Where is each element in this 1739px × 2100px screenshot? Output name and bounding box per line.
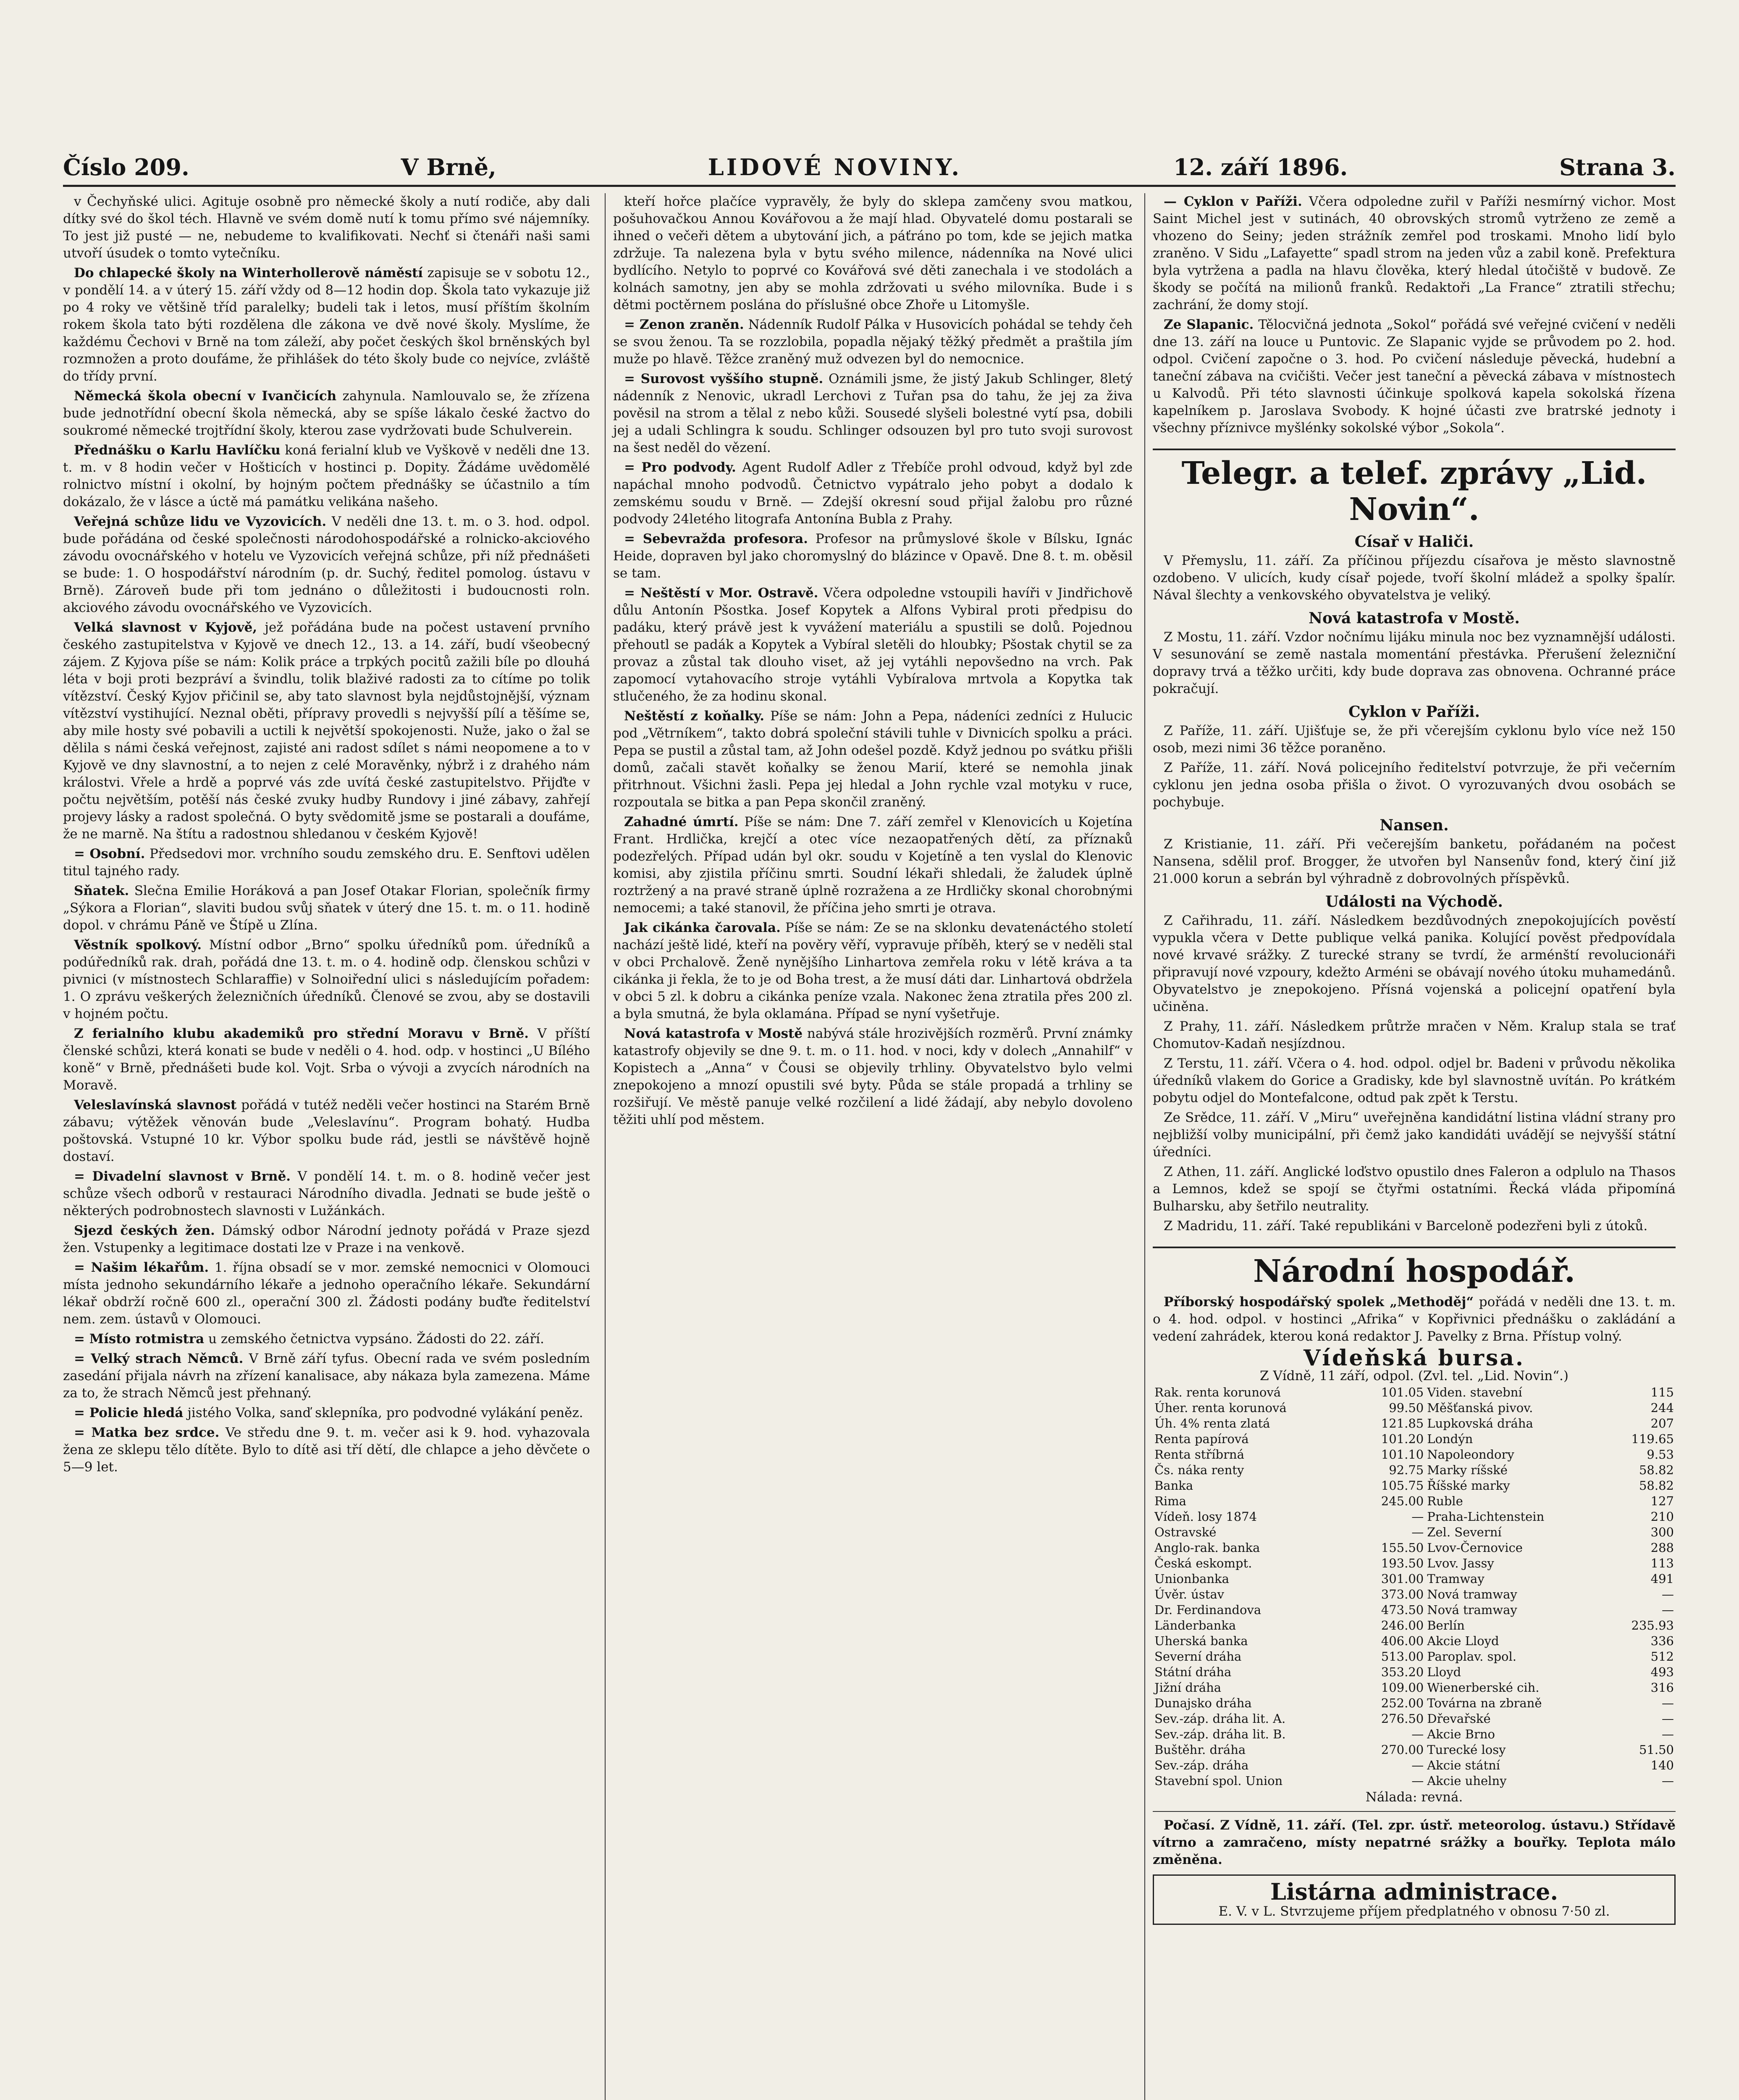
- article-text: Oznámili jsme, že jistý Jakub Schlinger, 8letý nádenník z Nenovic, ukradl Lerchovi z Tuřan psa do tahu, že jej za živa pověsil na strom a tělal z nebo kůži. Sousedé slyšeli bolestné vytí psa, dobili jej a udali Schlingra k soudu. Schlinger odsouzen byl pro tuto svoji surovost na šest neděl do vězení.: [613, 371, 1133, 455]
- bourse-label: Nová tramway: [1427, 1603, 1517, 1617]
- bourse-label: Úvěr. ústav: [1154, 1587, 1224, 1601]
- bourse-row: [1153, 1416, 1676, 1431]
- issue-number: Číslo 209.: [63, 154, 189, 181]
- bourse-value: —: [1411, 1727, 1424, 1741]
- bourse-value: 235.93: [1631, 1618, 1674, 1633]
- article: [63, 1424, 590, 1476]
- news-heading: Nová katastrofa v Mostě.: [1309, 609, 1520, 627]
- bourse-value: 58.82: [1639, 1463, 1674, 1477]
- bourse-row: [1153, 1478, 1676, 1494]
- bourse-value: 353.20: [1381, 1665, 1424, 1679]
- article: [613, 459, 1133, 528]
- bourse-label: Státní dráha: [1154, 1665, 1232, 1679]
- bourse-value: —: [1662, 1774, 1674, 1788]
- article-heading: Věstník spolkový.: [74, 937, 202, 953]
- article-text: kteří hořce plačíce vypravěly, že byly do sklepa zamčeny svou matkou, pošuhovačkou Annou Kovářovou a že mají hlad. Obyvatelé domu postarali se ihned o večeři dětem a ubytování jich, a páťráno po tom, kde se jejich matka zdržuje. Ta nalezena byla v bytu svého milence, nádenníka na Nové ulici bydlícího. Netylo to poprvé co Kovářová své děti zanechala i ve stodolách a kolnách samotny, jen aby se mohla zdržovati u svého milovníka. Bude i s dětmi poctěrnem poslána do příslušné obce Zhoře u Litomyšle.: [613, 194, 1133, 312]
- article: [63, 1222, 590, 1257]
- article: [1153, 1109, 1676, 1161]
- article-heading: = Surovost vyššího stupně.: [624, 371, 824, 386]
- bourse-label: Vídeň. losy 1874: [1154, 1509, 1257, 1524]
- article-heading: Přednášku o Karlu Havlíčku: [74, 443, 281, 458]
- bourse-row: [1153, 1727, 1676, 1742]
- article: [63, 1350, 590, 1402]
- news-text: V Přemyslu, 11. září. Za příčinou příjezdu císařova je město slavnostně ozdobeno. V ulicích, kudy císař pojede, tvoří školní mládež a spolky špalír. Nával šlechty a venkovského obyvatelstva je veliký.: [1153, 553, 1676, 603]
- article-text: pořádá v tutéž neděli večer hostinci na Starém Brně zábavu; výtěžek věnován bude „Veleslavínu“. Program bohatý. Hudba poštovská. Vstupné 10 kr. Výbor spolku bude rád, jestli se návštěvě hojně dostaví.: [63, 1097, 590, 1164]
- article-text: jistého Volka, sanď sklepníka, pro podvodné vylákání peněz.: [187, 1405, 583, 1420]
- bourse-row: [1153, 1602, 1676, 1618]
- bourse-label: Dr. Ferdinandova: [1154, 1603, 1262, 1617]
- bourse-label: Akcie Lloyd: [1427, 1634, 1499, 1648]
- article: [613, 814, 1133, 917]
- bourse-row: [1153, 1447, 1676, 1462]
- bourse-label: Renta stříbrná: [1154, 1447, 1244, 1462]
- bourse-value: —: [1411, 1509, 1424, 1524]
- article-text: V neděli dne 13. t. m. o 3. hod. odpol. bude pořádána od české společnosti národohospodářské a rolnicko-akciového závodu ovocnářského v hotelu ve Vyzovicích veřejná schůze, při níž přednášeti se bude: 1. O hospodářství národním (p. dr. Suchý, ředitel pomolog. ústavu v Brně). Zároveň bude při tom jednáno o důležitosti i budoucnosti roln. akciového závodu ovocnářského ve Vyzovicích.: [63, 514, 590, 615]
- article: [1153, 1294, 1676, 1345]
- bourse-value: 140: [1650, 1758, 1674, 1772]
- bourse-label: Dunajsko dráha: [1154, 1696, 1252, 1710]
- article: [63, 388, 590, 439]
- bourse-label: Rima: [1154, 1494, 1186, 1508]
- bourse-row: [1153, 1462, 1676, 1478]
- bourse-label: Unionbanka: [1154, 1572, 1229, 1586]
- bourse-value: —: [1411, 1774, 1424, 1788]
- article-heading: Německá škola obecní v Ivančicích: [74, 388, 337, 404]
- bourse-label: Lvov-Černovice: [1427, 1541, 1523, 1555]
- article-heading: = Sebevražda profesora.: [624, 531, 808, 546]
- column-3-articles: [1153, 193, 1676, 1345]
- article-text: Ze Srědce, 11. září. V „Miru“ uveřejněna kandidátní listina vládní strany pro nejbližší volby municipální, při čemž jako kandidáti uvádějí se nejvyšší státní úředníci.: [1153, 1110, 1676, 1160]
- bourse-row: [1153, 1742, 1676, 1758]
- bourse-value: 58.82: [1639, 1478, 1674, 1493]
- article-text: koná ferialní klub ve Vyškově v neděli dne 13. t. m. v 8 hodin večer v Hošticích v hostinci p. Dopity. Žádáme uvědomělé rolnictvo místní i okolní, by hojným počtem přednášky se účastnilo a tím dokázalo, že v lásce a úctě má památku velikána našeho.: [63, 443, 590, 509]
- bourse-label: Sev.-záp. dráha lit. A.: [1154, 1712, 1286, 1726]
- section-heading: Telegr. a telef. zprávy „Lid. Novin“.: [1153, 449, 1676, 528]
- news-heading: Nansen.: [1380, 816, 1449, 834]
- bourse-value: 101.10: [1381, 1447, 1424, 1462]
- article-text: Tělocvičná jednota „Sokol“ pořádá své veřejné cvičení v neděli dne 13. září na louce u Puntovic. Ze Slapanic vyjde se průvodem po 2. hod. odpol. Cvičení započne o 3. hod. Po cvičení následuje pěvecká, hudební a taneční zábava na cvičišti. Večer jest taneční a pěvecká zábava v místnostech u Kalvodů. Při této slavnosti účinkuje spolková kapela sokolská řízena kapelníkem p. Jaroslava Svobody. K hojné účasti zve bratrské jednoty i všechny příznivce myšlénky sokolské výbor „Sokola“.: [1153, 317, 1676, 436]
- article-heading: Velká slavnost v Kyjově,: [74, 620, 257, 635]
- bourse-label: Uherská banka: [1154, 1634, 1248, 1648]
- article-text: Slečna Emilie Horáková a pan Josef Otakar Florian, společník firmy „Sýkora a Florian“, slaviti budou svůj sňatek v úterý dne 15. t. m. o 11. hodině dopol. v chrámu Páně ve Štípě u Zlína.: [63, 883, 590, 933]
- article-heading: Neštěstí z koňalky.: [624, 709, 764, 724]
- bourse-label: Sev.-záp. dráha lit. B.: [1154, 1727, 1286, 1741]
- article-text: Z Paříže, 11. září. Nová policejního ředitelství potvrzuje, že při večerním cyklonu jen jedna osoba přišla o život. O vyrozuvaných dvou osobách se pochybuje.: [1153, 760, 1676, 810]
- bourse-label: Jižní dráha: [1154, 1680, 1222, 1695]
- bourse-label: Zel. Severní: [1427, 1525, 1502, 1539]
- article-text: Dámský odbor Národní jednoty pořádá v Praze sjezd žen. Vstupenky a legitimace dostati lze v Praze i na venkově.: [63, 1223, 590, 1255]
- bourse-value: 51.50: [1639, 1743, 1674, 1757]
- article-text: Nádenník Rudolf Pálka v Husovicích pohádal se tehdy čeh se svou ženou. Ta se rozzlobila, popadla nějaký těžký předmět a praštila jím muže po hlavě. Těžce zraněný muž odvezen byl do nemocnice.: [613, 317, 1133, 367]
- bourse-label: Čs. náka renty: [1154, 1463, 1244, 1477]
- bourse-value: 155.50: [1381, 1541, 1424, 1555]
- news-text: Z Mostu, 11. září. Vzdor nočnímu lijáku minula noc bez vyznamnější události. V sesunování se země nastala momentání přestávka. Přerušení železniční dopravy trvá a těžko určiti, kdy bude doprava zas obnovena. Ochranné práce pokračují.: [1153, 630, 1676, 696]
- article: [1153, 1218, 1676, 1235]
- article: [613, 585, 1133, 705]
- bourse-value: 113: [1650, 1556, 1674, 1570]
- bourse-value: 119.65: [1631, 1432, 1674, 1446]
- bourse-value: 127: [1650, 1494, 1674, 1508]
- bourse-label: Marky ríšské: [1427, 1463, 1508, 1477]
- column-3: [1144, 193, 1676, 2100]
- bourse-value: 493: [1650, 1665, 1674, 1679]
- bourse-label: Anglo-rak. banka: [1154, 1541, 1260, 1555]
- article-heading: = Policie hledá: [74, 1405, 184, 1420]
- article-heading: Ze Slapanic.: [1164, 317, 1254, 332]
- bourse-value: 210: [1650, 1509, 1674, 1524]
- article-heading: — Cyklon v Paříži.: [1164, 194, 1302, 209]
- article-text: Včera odpoledne vstoupili havíři v Jindřichově důlu Antonín Pšostka. Josef Kopytek a Alfons Vybiral proti předpisu do padáku, který právě jest k vyvážení materiálu a spustili se dolů. Pojednou přehoutl se padák a Kopytek a Vybíral sletěli do hloubky; Pšostak chytil se za provaz a zůstal tak dlouho viset, až jej vytáhli nepovšedno na vrch. Pak zapomocí vytahovacího stroje vytáhli Vybíralova mrtvola a Kopytka tak stlučeného, že za hodinu skonal.: [613, 585, 1133, 704]
- article-heading: Jak cikánka čarovala.: [624, 920, 781, 935]
- bourse-value: 9.53: [1647, 1447, 1674, 1462]
- bourse-label: Severní dráha: [1154, 1649, 1242, 1664]
- bourse-label: Továrna na zbraně: [1427, 1696, 1542, 1710]
- bourse-row: [1153, 1509, 1676, 1525]
- bourse-value: 246.00: [1381, 1618, 1424, 1633]
- article: [1153, 1018, 1676, 1053]
- bourse-label: Akcie státní: [1427, 1758, 1500, 1772]
- bourse-row: [1153, 1618, 1676, 1633]
- article-text: Z Athen, 11. září. Anglické loďstvo opustilo dnes Faleron a odplulo na Thasos a Lemnos, kdež se spojí se čtyřmi ostatními. Řecká vláda připomíná Bulharsku, aby šetřilo neutrality.: [1153, 1164, 1676, 1214]
- bourse-label: Berlín: [1427, 1618, 1465, 1633]
- article: [63, 1331, 590, 1348]
- bourse-label: Akcie Brno: [1427, 1727, 1495, 1741]
- article: [63, 193, 590, 262]
- article-text: 1. října obsadí se v mor. zemské nemocnici v Olomouci místa jednoho sekundárního lékaře a jednoho operačního lékaře. Sekundární lékař obdrží ročně 600 zl., operační 300 zl. Žádosti podány buďte ředitelství nem. zem. ústavů v Olomouci.: [63, 1260, 590, 1327]
- article: [613, 370, 1133, 457]
- admin-title: Listárna administrace.: [1270, 1878, 1558, 1905]
- article-heading: = Místo rotmistra: [74, 1331, 205, 1347]
- bourse-value: 245.00: [1381, 1494, 1424, 1508]
- bourse-row: [1153, 1680, 1676, 1696]
- news-heading: Cyklon v Paříži.: [1348, 703, 1480, 721]
- bourse-label: Úh. 4% renta zlatá: [1154, 1416, 1270, 1431]
- article-heading: Nová katastrofa v Mostě: [624, 1026, 803, 1041]
- city: V Brně,: [401, 154, 496, 181]
- article: [63, 1025, 590, 1094]
- bourse-row: [1153, 1664, 1676, 1680]
- bourse-value: 207: [1650, 1416, 1674, 1431]
- article-text: Včera odpoledne zuřil v Paříži nesmírný vichor. Most Saint Michel jest v sutinách, 40 obrovských stromů vytrženo ze země a vhozeno do Seiny; jeden strážník zemřel pod troskami. Mnoho lidí bylo zraněno. V Sidu „Lafayette“ spadl strom na jeden vůz a zabil koně. Prefektura byla vytržena a padla na hlavu člověka, který hledal útočiště v budově. Ze škody se počítá na milionů franků. Redaktoři „La France“ ztratili střechu; zachrání, že domy stojí.: [1153, 194, 1676, 312]
- bourse-value: 301.00: [1381, 1572, 1424, 1586]
- bourse-value: 316: [1650, 1680, 1674, 1695]
- article: [613, 1025, 1133, 1129]
- article-heading: Sjezd českých žen.: [74, 1223, 215, 1238]
- article: [63, 1404, 590, 1422]
- bourse-row: [1153, 1649, 1676, 1664]
- bourse-value: 288: [1650, 1541, 1674, 1555]
- page-header: [63, 139, 1676, 187]
- column-2: [605, 193, 1133, 2100]
- bourse-row: [1153, 1556, 1676, 1571]
- column-1: [63, 193, 590, 2100]
- bourse-value: 244: [1650, 1401, 1674, 1415]
- article: [613, 193, 1133, 314]
- article-heading: Příborský hospodářský spolek „Methoděj“: [1164, 1294, 1474, 1310]
- bourse-label: Lloyd: [1427, 1665, 1461, 1679]
- article-text: Ve středu dne 9. t. m. večer asi k 9. hod. vyhazovala žena ze sklepu tělo dítěte. Bylo to dítě asi tří dětí, dle chlapce a jeho děvčete o 5—9 let.: [63, 1425, 590, 1475]
- bourse-label: Nová tramway: [1427, 1587, 1517, 1601]
- article-text: Z Madridu, 11. září. Také republikáni v Barceloně podezřeni byli z útoků.: [1164, 1218, 1648, 1234]
- article-text: V příští členské schůzi, která konati se bude v neděli o 4. hod. odp. v hostinci „U Bílého koně“ v Brně, přednášeti bude kol. Vojt. Srba o vývoji a zvycích národních na Moravě.: [63, 1026, 590, 1093]
- article-text: V Brně září tyfus. Obecní rada ve svém posledním zasedání přijala návrh na zřízení kanalisace, aby nákaza byla zamezena. Máme za to, že strach Němců jest přehnaný.: [63, 1351, 590, 1401]
- issue-date: 12. září 1896.: [1173, 154, 1348, 181]
- bourse-label: Rak. renta korunová: [1154, 1385, 1281, 1399]
- article-heading: Zahadné úmrtí.: [624, 814, 739, 830]
- bourse-label: Paroplav. spol.: [1427, 1649, 1516, 1664]
- article-heading: Z ferialního klubu akademiků pro střední Moravu v Brně.: [74, 1026, 529, 1041]
- bourse-label: Ruble: [1427, 1494, 1463, 1508]
- bourse-row: [1153, 1385, 1676, 1400]
- bourse-value: 300: [1650, 1525, 1674, 1539]
- bourse-value: —: [1662, 1712, 1674, 1726]
- section-heading: Národní hospodář.: [1153, 1247, 1676, 1289]
- article-text: Agent Rudolf Adler z Třebíče prohl odvoud, když byl zde napáchal mnoho podvodů. Četnictvo vypátralo jeho pobyt a dodalo k zemskému soudu v Brně. — Zdejší okresní soud přijal žalobu pro různé podvody 24letého litografa Antonína Bubla z Prahy.: [613, 460, 1133, 527]
- article-heading: Sňatek.: [74, 883, 129, 898]
- bourse-mood: Nálada: revná.: [1365, 1790, 1463, 1805]
- article-text: jež pořádána bude na počest ustavení prvního českého zastupitelstva v Kyjově ve dnech 12., 13. a 14. září, budí všeobecný zájem. Z Kyjova píše se nám: Kolik práce a trpkých pocitů zažili bíle po dlouhá léta v boji proti bezpráví a švindlu, tolik blaživé radosti za to cítíme po tolik vítězství. Český Kyjov přičinil se, aby tato slavnost byla nejdůstojnější, význam vítězství vystihující. Neznal oběti, přípravy provedli s nejvyšší pílí a těšíme se, aby mile hosty své pobavili a uctili k největší spokojenosti. Nuže, jako o žal se dělila s námi česká veřejnost, zajisté ani radost sdílet s námi neopomene a to v Kyjově ve dny slavnostní, a to nejen z celé Moravěnky, nýbrž i z drahého nám králostvi. Vřele a hrdě a poprvé vás zde uvítá české zastupitelstvo. Přijďte v počtu největším, potěší nás české zvuky hudby Rundovy i jiné zábavy, zahřejí projevy lásky a radost společná. O byty svědomitě jsme se postarali a doufáme, že ne marně. Na štítu a radostnou shledanou v českém Kyjově!: [63, 620, 590, 842]
- bourse-value: —: [1662, 1603, 1674, 1617]
- article: [613, 919, 1133, 1023]
- admin-text: E. V. v L. Stvrzujeme příjem předplatného v obnosu 7·50 zl.: [1218, 1904, 1610, 1919]
- bourse-value: 105.75: [1381, 1478, 1424, 1493]
- bourse-label: Lvov. Jassy: [1427, 1556, 1494, 1570]
- article: [63, 882, 590, 934]
- article-heading: = Zenon zraněn.: [624, 317, 744, 332]
- article: [1153, 759, 1676, 811]
- news-text: Z Cařihradu, 11. září. Následkem bezdůvodných znepokojujících pověstí vypukla včera v Dette publique velká panika. Kolující pověst předpovídala nové krvavé srážky. Z turecké strany se tvrdí, že arménští revolucionáři připravují nové vzpoury, kdežto Arméni se obávají nového útoku muhamedánů. Obyvatelstvo je znepokojeno. Přísná vojenská a policejní opatření byla učiněna.: [1153, 913, 1676, 1014]
- article-heading: = Matka bez srdce.: [74, 1425, 220, 1440]
- weather-report: Počasí. Z Vídně, 11. září. (Tel. zpr. ústř. meteorolog. ústavu.) Střídavě vítrno a zamračeno, místy nepatrné srážky a bouřky. Teplota málo změněna.: [1153, 1818, 1676, 1867]
- bourse-label: Londýn: [1427, 1432, 1473, 1446]
- article-heading: = Pro podvody.: [624, 460, 736, 475]
- article-text: pořádá v neděli dne 13. t. m. o 4. hod. odpol. v hostinci „Afrika“ v Kopřivnici přednášku o zakládání a vedení zahrádek, kterou koná redaktor J. Pavelky z Brna. Přístup volný.: [1153, 1294, 1676, 1344]
- bourse-value: 513.00: [1381, 1649, 1424, 1664]
- bourse-value: 270.00: [1381, 1743, 1424, 1757]
- article-heading: Veřejná schůze lidu ve Vyzovicích.: [74, 514, 327, 529]
- article: [1153, 1163, 1676, 1215]
- bourse-value: —: [1662, 1587, 1674, 1601]
- bourse-row: [1153, 1758, 1676, 1773]
- article: [63, 1259, 590, 1328]
- article-text: zahynula. Namlouvalo se, že zřízena bude jednotřídní obecní škola německá, aby se spíše lákalo české žactvo do soukromé německé trojtřídní školy, kterou zase vydržovati bude Schulverein.: [63, 388, 590, 438]
- bourse-row: [1153, 1587, 1676, 1602]
- bourse-value: 473.50: [1381, 1603, 1424, 1617]
- article-text: V pondělí 14. t. m. o 8. hodině večer jest schůze všech odborů v restauraci Národního divadla. Jednati se bude ještě o některých podrobnostech slavnosti v Lužánkách.: [63, 1169, 590, 1218]
- bourse-value: 121.85: [1381, 1416, 1424, 1431]
- article: [613, 708, 1133, 811]
- bourse-value: —: [1411, 1758, 1424, 1772]
- bourse-value: 92.75: [1389, 1463, 1424, 1477]
- bourse-label: Česká eskompt.: [1154, 1556, 1252, 1570]
- bourse-label: Úher. renta korunová: [1154, 1401, 1287, 1415]
- article-text: Předsedovi mor. vrchního soudu zemského dru. E. Senftovi udělen titul tajného rady.: [63, 846, 590, 879]
- article-text: v Čechyňské ulici. Agituje osobně pro německé školy a nutí rodiče, aby dali dítky své do škol téch. Hlavně ve svém domě nutí k tomu přímo své nájemníky. To jest již pusté — ne, nebudeme to kvalifikovati. Nechť si čtenáři naši sami utvoří úsudek o tomto vytečníku.: [63, 194, 590, 261]
- article: [63, 265, 590, 385]
- bourse-value: 276.50: [1381, 1712, 1424, 1726]
- article: [63, 937, 590, 1023]
- bourse-label: Viden. stavební: [1427, 1385, 1522, 1399]
- bourse-label: Lupkovská dráha: [1427, 1416, 1533, 1431]
- article: [63, 1168, 590, 1220]
- news-text: Z Paříže, 11. září. Ujišťuje se, že při včerejším cyklonu bylo více než 150 osob, mezi nimi 36 těžce poraněno.: [1153, 723, 1676, 756]
- article-heading: = Našim lékařům.: [74, 1260, 209, 1275]
- article: [1153, 1055, 1676, 1107]
- article-heading: = Neštěstí v Mor. Ostravě.: [624, 585, 818, 601]
- article-text: Píše se nám: John a Pepa, nádeníci zedníci z Hulucic pod „Větrníkem“, takto dobrá společní stávili tuhle v Divnicích spolku a práci. Pepa se pustil a zůstal tam, až John odešel pozdě. Když jednou po svátku přišli domů, začali stavět koňalky se ženou Marií, které se nemohla jinak přitrhnout. Všichni žasli. Pepa jej hledal a John rychle vzal motyku v ruce, rozpoutala se bitka a pan Pepa skončil zraněný.: [613, 709, 1133, 810]
- bourse-value: 99.50: [1389, 1401, 1424, 1415]
- bourse-label: Napoleondory: [1427, 1447, 1514, 1462]
- bourse-value: 115: [1650, 1385, 1674, 1399]
- bourse-title: Vídeňská bursa.: [1303, 1345, 1525, 1371]
- article-heading: Veleslavínská slavnost: [74, 1097, 237, 1113]
- bourse-label: Říšské marky: [1427, 1478, 1510, 1493]
- newspaper-title: LIDOVÉ NOVINY.: [708, 154, 962, 181]
- bourse-value: 101.05: [1381, 1385, 1424, 1399]
- bourse-label: Tramway: [1427, 1572, 1485, 1586]
- bourse-value: 512: [1650, 1649, 1674, 1664]
- bourse-row: [1153, 1431, 1676, 1447]
- article-text: Píše se nám: Dne 7. září zemřel v Klenovicích u Kojetína Frant. Hrdlička, krejčí a otec více nezaopatřených dětí, za příznaků podezřelých. Případ udán byl okr. soudu v Kojetíně a ten vyslal do Klenovic komisi, aby zjistila příčinu smrti. Soudní lékaři shledali, že žaludek úplně roztržený a na pravé straně úplně rozražena a ze Hrdličky skonal chorobnými nemocemi; a také stanovil, že příčina jeho smrti je otrava.: [613, 814, 1133, 916]
- bourse-subtitle: Z Vídně, 11 září, odpol. (Zvl. tel. „Lid. Novin“.): [1259, 1368, 1569, 1383]
- bourse-label: Akcie uhelny: [1427, 1774, 1507, 1788]
- bourse-value: —: [1662, 1727, 1674, 1741]
- article: [1153, 316, 1676, 437]
- article: [63, 619, 590, 843]
- bourse-label: Ostravské: [1154, 1525, 1217, 1539]
- article-text: Místní odbor „Brno“ spolku úředníků pom. úředníků a podúředníků rak. drah, pořádá dne 13. t. m. o 4. hodině odp. členskou schůzi v pivnici (v místnostech Schlaraffie) v Solnoiřední ulici s následujícím pořadem: 1. O zprávu veškerých železničních úředníků. Členové se zvou, aby se dostavili v hojném počtu.: [63, 937, 590, 1021]
- article: [1153, 193, 1676, 314]
- bourse-label: Stavební spol. Union: [1154, 1774, 1283, 1788]
- bourse-value: —: [1662, 1696, 1674, 1710]
- bourse-row: [1153, 1540, 1676, 1556]
- bourse-label: Měšťanská pivov.: [1427, 1401, 1533, 1415]
- news-text: Z Kristianie, 11. září. Při večerejším banketu, pořádaném na počest Nansena, sdělil prof. Brogger, že utvořen byl Nansenův fond, který činí již 21.000 korun a sebrán byl výhradně z dobrovolných příspěvků.: [1153, 837, 1676, 886]
- bourse-row: [1153, 1711, 1676, 1727]
- page-number: Strana 3.: [1559, 154, 1676, 181]
- bourse-value: 193.50: [1381, 1556, 1424, 1570]
- article: [613, 530, 1133, 582]
- article-heading: = Divadelní slavnost v Brně.: [74, 1169, 291, 1184]
- bourse-label: Praha-Lichtenstein: [1427, 1509, 1545, 1524]
- article: [613, 316, 1133, 368]
- article-text: u zemského četnictva vypsáno. Žádosti do 22. září.: [208, 1331, 544, 1347]
- news-heading: Císař v Haliči.: [1354, 533, 1474, 551]
- bourse-row: [1153, 1525, 1676, 1540]
- bourse-row: [1153, 1773, 1676, 1789]
- bourse-row: [1153, 1494, 1676, 1509]
- admin-box: [1153, 1874, 1676, 1925]
- news-heading: Události na Východě.: [1325, 893, 1503, 911]
- bourse-label: Turecké losy: [1427, 1743, 1506, 1757]
- article-text: zapisuje se v sobotu 12., v pondělí 14. a v úterý 15. září vždy od 8—12 hodin dop. Škola tato vykazuje již po 4 roky ve většině tříd paralelky; budeli tak i letos, musí příštím školním rokem škola tato býti rozdělena dle zákona ve dvě nové školy. Myslíme, že každému Čechovi v Brně na tom záleží, aby počet českých škol brněnských byl rozmnožen a proto doufáme, že přihlášek do této školy bude co nejvíce, zvláště do třídy první.: [63, 265, 590, 384]
- article-heading: Do chlapecké školy na Winterhollerově náměstí: [74, 265, 423, 281]
- article-text: Z Terstu, 11. září. Včera o 4. hod. odpol. odjel br. Badeni v průvodu několika úředníků vlakem do Gorice a Gradisky, kde byl slavnostně uvítán. Po krátkém pobytu odjel do Montefalcone, odtud pak zpět k Terstu.: [1153, 1056, 1676, 1105]
- article: [63, 442, 590, 511]
- bourse-label: Dřevařské: [1427, 1712, 1491, 1726]
- bourse-label: Renta papírová: [1154, 1432, 1249, 1446]
- article-text: Píše se nám: Ze se na sklonku devatenáctého století nachází ještě lidé, kteří na pověry věří, vypravuje příběh, který se v neděli stal v obci Prchalově. Ženě nynějšího Linhartova zemřela roku v létě kráva a ta cikánka ji řekla, že to je od Boha trest, a že musí dáti dar. Linhartová obdržela v obci 5 zl. k dobru a cikánka peníze vzala. Nakonec žena ztratila přes 200 zl. a byla smutná, že byla oklamána. Případ se nyní vyšetřuje.: [613, 920, 1133, 1021]
- article-text: nabývá stále hrozivějších rozměrů. První známky katastrofy objevily se dne 9. t. m. o 11. hod. v noci, kdy v dolech „Annahilf“ v Kopistech a „Anna“ v Čousi se objevily trhliny. Obyvatelstvo bylo velmi znepokojeno a mnozí opustili své byty. Půda se stále propadá a trhliny se rozšiřují. Ve městě panuje velké rozčilení a lidé žádají, aby nebylo dovoleno těžiti uhlí pod městem.: [613, 1026, 1133, 1127]
- bourse-value: 109.00: [1381, 1680, 1424, 1695]
- bourse-value: 252.00: [1381, 1696, 1424, 1710]
- bourse-table: [1153, 1385, 1676, 1789]
- article: [63, 845, 590, 880]
- bourse-label: Sev.-záp. dráha: [1154, 1758, 1249, 1772]
- bourse-row: [1153, 1400, 1676, 1416]
- bourse-label: Länderbanka: [1154, 1618, 1236, 1633]
- bourse-label: Banka: [1154, 1478, 1193, 1493]
- bourse-value: —: [1411, 1525, 1424, 1539]
- article-text: Profesor na průmyslové škole v Bílsku, Ignác Heide, dopraven byl jako choromyslný do blázince v Opavě. Dne 8. t. m. oběsil se tam.: [613, 531, 1133, 581]
- article-heading: = Osobní.: [74, 846, 145, 861]
- bourse-row: [1153, 1571, 1676, 1587]
- bourse-row: [1153, 1633, 1676, 1649]
- article: [63, 1097, 590, 1166]
- bourse-label: Wienerberské cih.: [1427, 1680, 1540, 1695]
- article: [63, 513, 590, 617]
- bourse-value: 101.20: [1381, 1432, 1424, 1446]
- bourse-value: 373.00: [1381, 1587, 1424, 1601]
- bourse-value: 336: [1650, 1634, 1674, 1648]
- article-heading: = Velký strach Němců.: [74, 1351, 244, 1366]
- bourse-row: [1153, 1696, 1676, 1711]
- bourse-label: Buštěhr. dráha: [1154, 1743, 1246, 1757]
- bourse-value: 406.00: [1381, 1634, 1424, 1648]
- bourse-value: 491: [1650, 1572, 1674, 1586]
- article-text: Z Prahy, 11. září. Následkem průtrže mračen v Něm. Kralup stala se trať Chomutov-Kadaň nesjízdnou.: [1153, 1019, 1676, 1051]
